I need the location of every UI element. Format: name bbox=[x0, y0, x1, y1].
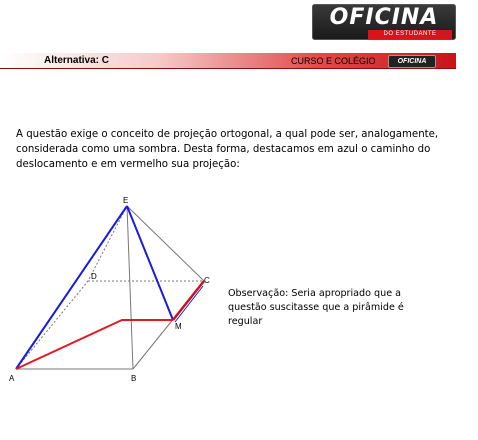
edge-e-c bbox=[127, 206, 204, 281]
label-e: E bbox=[123, 196, 129, 205]
label-d: D bbox=[91, 272, 97, 281]
intro-text: A questão exige o conceito de projeção ortogonal, a qual pode ser, analogamente, considerada como uma sombra. Desta forma, destacamos em azul o caminho do deslocamento e em vermelho sua projeção: bbox=[16, 129, 439, 170]
projection-path bbox=[16, 320, 173, 369]
mini-logo: OFICINA bbox=[388, 55, 436, 68]
alternativa-label: Alternativa: C bbox=[44, 55, 110, 66]
logo-sub-text: DO ESTUDANTE bbox=[368, 30, 452, 39]
label-c: C bbox=[204, 276, 210, 285]
observacao-text: Observação: Seria apropriado que a questão suscitasse que a pirâmide é regular bbox=[228, 288, 404, 327]
edge-e-b bbox=[127, 206, 133, 369]
label-m: M bbox=[175, 322, 182, 331]
label-a: A bbox=[9, 374, 15, 383]
logo-main-text: OFICINA bbox=[329, 5, 439, 30]
path-e-m bbox=[127, 206, 173, 320]
path-a-e bbox=[16, 206, 127, 369]
edge-a-d-dashed bbox=[16, 281, 88, 369]
edge-e-d-dashed bbox=[88, 206, 127, 281]
path-m-c-blue bbox=[175, 286, 203, 322]
label-b: B bbox=[131, 374, 137, 383]
curso-label: CURSO E COLÉGIO bbox=[291, 56, 376, 66]
projection-m-c bbox=[173, 281, 204, 320]
